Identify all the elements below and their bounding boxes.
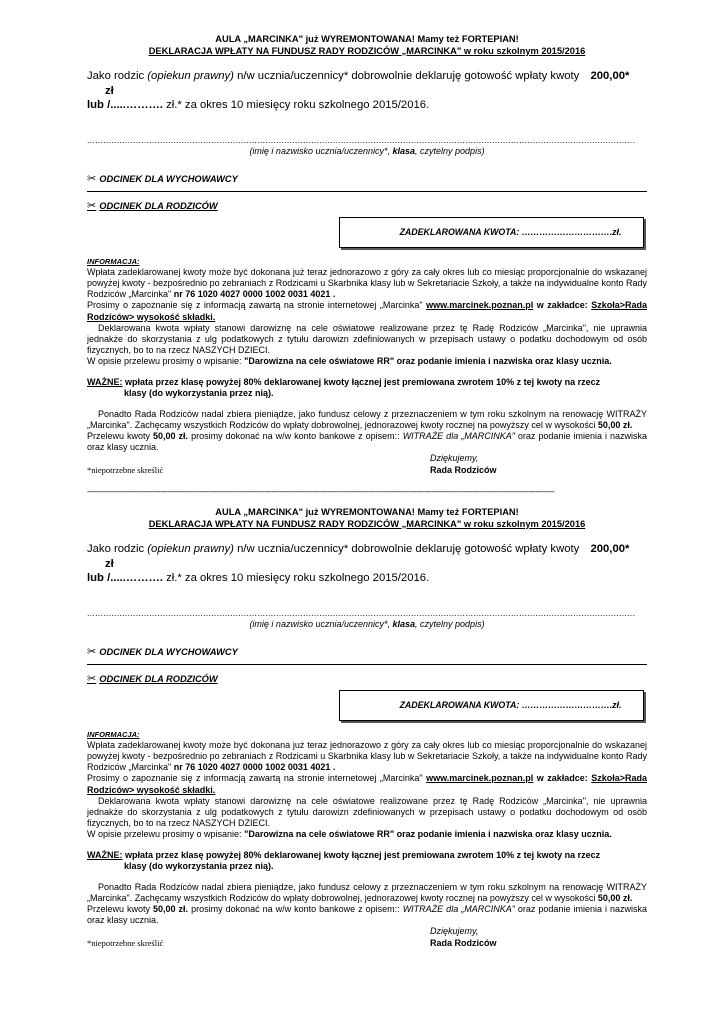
- website-link[interactable]: www.marcinek.poznan.pl: [426, 300, 534, 311]
- signature-line: ...........................................................................................................................................................................................................: [87, 608, 636, 618]
- outro-text: Ponadto Rada Rodziców nadal zbiera pieniądze, jako fundusz celowy z przeznaczeniem w tym roku szkolnym na renowację WITRAŻY „Marcinka". Zachęcamy wszystkich Rodziców do wpłaty dobrowolnej, jednorazowej kwoty rocznej na powyższy cel w wysokości: [87, 881, 647, 903]
- scissors-icon: ✂: [87, 645, 97, 658]
- pledge-text-part: zł.* za okres 10 miesięcy roku szkolnego 2015/2016.: [162, 572, 430, 584]
- important-text: wpłata przez klasę powyżej 80% deklarowanej kwoty łącznej jest premiowana zwrotem 10% z tej kwoty na rzecz: [122, 849, 601, 860]
- pledge-amount: 200,00*: [590, 543, 630, 555]
- caption-bold: klasa: [392, 145, 416, 156]
- pledge-text-part: Jako rodzic: [87, 543, 148, 555]
- thanks-text: Dziękujemy,: [430, 926, 479, 937]
- info-text: Wpłata zadeklarowanej kwoty może być dokonana już teraz jednorazowo z góry za cały okres lub co miesiąc proporcjonalnie do wskazanej powyżej kwoty - bezpośrednio po zebraniach z Rodzicami u Skarbnika klasy lub w Sekretariacie Szkoły, a także na indywidualne konto Rady Rodziców „Marcinka": [87, 739, 647, 773]
- important-label: WAŻNE:: [87, 376, 123, 387]
- info-text: Prosimy o zapoznanie się z informacją zawartą na stronie internetowej „Marcinka": [87, 773, 427, 784]
- declared-amount-box: ZADEKLAROWANA KWOTA: ………………………….zł.: [339, 690, 644, 721]
- caption-part: (imię i nazwisko ucznia/uczennicy*,: [249, 618, 393, 629]
- form-header: [87, 34, 647, 57]
- info-text: Wpłata zadeklarowanej kwoty może być dokonana już teraz jednorazowo z góry za cały okres lub co miesiąc proporcjonalnie do wskazanej powyżej kwoty - bezpośrednio po zebraniach z Rodzicami u Skarbnika klasy lub w Sekretariacie Szkoły, a także na indywidualne konto Rady Rodziców „Marcinka": [87, 266, 647, 300]
- info-label: INFORMACJA:: [87, 729, 140, 739]
- website-link[interactable]: www.marcinek.poznan.pl: [426, 773, 534, 784]
- pledge-amount: 200,00*: [590, 70, 630, 82]
- footnote: *niepotrzebne skreślić: [87, 465, 164, 476]
- outro-amount: 50,00 zł.: [597, 892, 633, 903]
- pledge-text: [87, 542, 647, 586]
- signature-caption: [87, 619, 647, 630]
- caption-bold: klasa: [392, 618, 416, 629]
- info-section: [87, 729, 647, 841]
- important-text: wpłata przez klasę powyżej 80% deklarowanej kwoty łącznej jest premiowana zwrotem 10% z tej kwoty na rzecz: [122, 376, 601, 387]
- info-paragraph: Deklarowana kwota wpłaty stanowi darowiznę na cele oświatowe realizowane przez tę Radę Rodziców „Marcinka", nie uprawnia jednakże do skorzystania z ulg podatkowych z tytułu darowizn zdefiniowanych w przepisach ustawy o podatku dochodowym od osób fizycznych, bo to na rzecz NASZYCH DZIECI.: [87, 795, 647, 829]
- info-text: Prosimy o zapoznanie się z informacją zawartą na stronie internetowej „Marcinka": [87, 300, 427, 311]
- important-note: [87, 377, 647, 400]
- caption-part: (imię i nazwisko ucznia/uczennicy*,: [249, 145, 393, 156]
- declaration-form-top: [87, 34, 647, 477]
- stained-glass-section: [87, 882, 647, 927]
- scissors-icon: ✂: [87, 672, 97, 685]
- pledge-text-part: n/w ucznia/uczennicy* dobrowolnie deklaruję gotowość wpłaty kwoty: [233, 70, 580, 82]
- outro-paragraph: [87, 882, 647, 904]
- info-paragraph: [87, 773, 647, 795]
- pledge-text-part: n/w ucznia/uczennicy* dobrowolnie deklaruję gotowość wpłaty kwoty: [233, 543, 580, 555]
- info-paragraph: Deklarowana kwota wpłaty stanowi darowiznę na cele oświatowe realizowane przez tę Radę Rodziców „Marcinka", nie uprawnia jednakże do skorzystania z ulg podatkowych z tytułu darowizn zdefiniowanych w przepisach ustawy o podatku dochodowym od osób fizycznych, bo to na rzecz NASZYCH DZIECI.: [87, 322, 647, 356]
- transfer-description: "Darowizna na cele oświatowe RR" oraz podanie imienia i nazwiska oraz klasy ucznia.: [244, 356, 612, 367]
- info-section: [87, 256, 647, 368]
- pledge-text: [87, 69, 647, 113]
- pledge-text-part: Jako rodzic: [87, 70, 148, 82]
- info-paragraph: [87, 829, 647, 840]
- outro-text: Przelewu kwoty: [87, 903, 154, 914]
- transfer-description: "Darowizna na cele oświatowe RR" oraz podanie imienia i nazwiska oraz klasy ucznia.: [244, 829, 612, 840]
- outro-text: Przelewu kwoty: [87, 430, 154, 441]
- info-paragraph: [87, 740, 647, 774]
- footnote: *niepotrzebne skreślić: [87, 938, 164, 949]
- info-paragraph: [87, 300, 647, 322]
- info-paragraph: [87, 356, 647, 367]
- important-text-cont: klasy (do wykorzystania przez nią).: [124, 388, 274, 399]
- bank-account: nr 76 1020 4027 0000 1002 0031 4021 .: [173, 289, 336, 300]
- pledge-guardian: (opiekun prawny): [147, 70, 234, 82]
- declared-amount-box: ZADEKLAROWANA KWOTA: ………………………….zł.: [339, 217, 644, 248]
- outro-paragraph: [87, 409, 647, 431]
- closing: [87, 926, 647, 950]
- header-line-2: DEKLARACJA WPŁATY NA FUNDUSZ RADY RODZICÓW „MARCINKA" w roku szkolnym 2015/2016: [148, 518, 586, 529]
- important-note: [87, 850, 647, 873]
- pledge-unit: zł: [105, 84, 114, 97]
- coupon-parents: [87, 673, 647, 685]
- caption-part: , czytelny podpis): [415, 145, 485, 156]
- pledge-alt-amount: lub /.....……….: [87, 572, 163, 584]
- pledge-unit: zł: [105, 557, 114, 570]
- outro-text: oraz podanie imienia i nazwiska oraz klasy ucznia.: [87, 430, 647, 453]
- coupon-parents-label: ODCINEK DLA RODZICÓW: [99, 200, 218, 211]
- info-text: W opisie przelewu prosimy o wpisanie:: [87, 356, 245, 367]
- header-line-2: DEKLARACJA WPŁATY NA FUNDUSZ RADY RODZICÓW „MARCINKA" w roku szkolnym 2015/2016: [148, 45, 586, 56]
- signature-line: ...........................................................................................................................................................................................................: [87, 135, 636, 145]
- outro-text: oraz podanie imienia i nazwiska oraz klasy ucznia.: [87, 903, 647, 926]
- outro-paragraph: [87, 904, 647, 926]
- important-text-cont: klasy (do wykorzystania przez nią).: [124, 861, 274, 872]
- scissors-icon: ✂: [87, 199, 97, 212]
- website-tab: Szkoła>Rada Rodziców> wysokość składki.: [87, 300, 647, 322]
- info-label: INFORMACJA:: [87, 256, 140, 266]
- info-text: W opisie przelewu prosimy o wpisanie:: [87, 829, 245, 840]
- form-header: [87, 507, 647, 530]
- header-line-1: AULA „MARCINKA" już WYREMONTOWANA! Mamy też FORTEPIAN!: [215, 34, 519, 44]
- caption-part: , czytelny podpis): [415, 618, 485, 629]
- pledge-alt-amount: lub /.....……….: [87, 99, 163, 111]
- signature-org: Rada Rodziców: [430, 937, 497, 948]
- important-label: WAŻNE:: [87, 849, 123, 860]
- cut-line: ------------------------------------------------------------------------------------------------------------------------------------------------------------------------------------------------------------------------: [87, 487, 555, 496]
- signature-caption: [87, 146, 647, 157]
- outro-amount: 50,00 zł.: [153, 430, 189, 441]
- info-text: w zakładce:: [533, 300, 592, 311]
- thanks-text: Dziękujemy,: [430, 453, 479, 464]
- outro-description: WITRAŻE dla „MARCINKA": [402, 903, 515, 914]
- outro-amount: 50,00 zł.: [153, 903, 189, 914]
- coupon-teacher: [87, 646, 647, 665]
- outro-paragraph: [87, 431, 647, 453]
- info-paragraph: [87, 267, 647, 301]
- pledge-guardian: (opiekun prawny): [147, 543, 234, 555]
- coupon-teacher: [87, 173, 647, 192]
- outro-text: prosimy dokonać na w/w konto bankowe z opisem::: [188, 903, 403, 914]
- coupon-teacher-label: ODCINEK DLA WYCHOWAWCY: [99, 173, 238, 184]
- coupon-parents-label: ODCINEK DLA RODZICÓW: [99, 673, 218, 684]
- coupon-parents: [87, 200, 647, 212]
- outro-amount: 50,00 zł.: [597, 419, 633, 430]
- header-line-1: AULA „MARCINKA" już WYREMONTOWANA! Mamy też FORTEPIAN!: [215, 507, 519, 517]
- outro-text: Ponadto Rada Rodziców nadal zbiera pieniądze, jako fundusz celowy z przeznaczeniem w tym roku szkolnym na renowację WITRAŻY „Marcinka". Zachęcamy wszystkich Rodziców do wpłaty dobrowolnej, jednorazowej kwoty rocznej na powyższy cel w wysokości: [87, 408, 647, 430]
- website-tab: Szkoła>Rada Rodziców> wysokość składki.: [87, 773, 647, 795]
- scissors-icon: ✂: [87, 172, 97, 185]
- closing: [87, 453, 647, 477]
- bank-account: nr 76 1020 4027 0000 1002 0031 4021 .: [173, 762, 336, 773]
- outro-description: WITRAŻE dla „MARCINKA": [402, 430, 515, 441]
- signature-org: Rada Rodziców: [430, 464, 497, 475]
- coupon-teacher-label: ODCINEK DLA WYCHOWAWCY: [99, 646, 238, 657]
- pledge-text-part: zł.* za okres 10 miesięcy roku szkolnego 2015/2016.: [162, 99, 430, 111]
- outro-text: prosimy dokonać na w/w konto bankowe z opisem::: [188, 430, 403, 441]
- declaration-form-bottom: [87, 507, 647, 950]
- stained-glass-section: [87, 409, 647, 454]
- info-text: w zakładce:: [533, 773, 592, 784]
